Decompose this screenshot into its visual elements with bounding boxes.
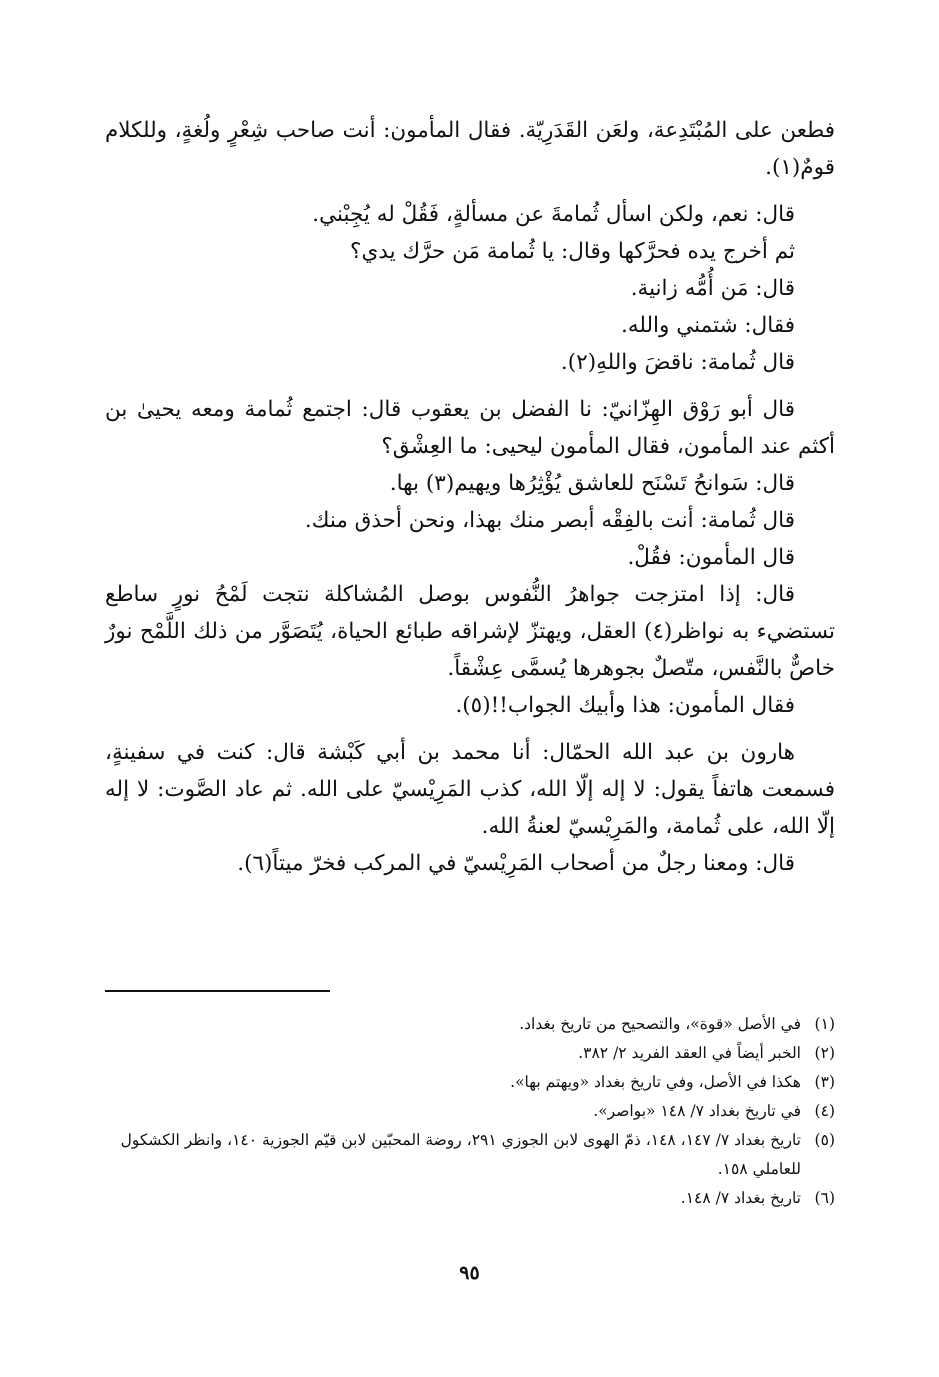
page-number: ٩٥: [459, 1262, 480, 1284]
paragraph: قال المأمون: فقُلْ.: [627, 545, 795, 570]
footnote-text: في الأصل «قوة»، والتصحيح من تاريخ بغداد.: [519, 1015, 801, 1033]
paragraph: ثم أخرج يده فحرَّكها وقال: يا ثُمامة مَن حرَّك يدي؟: [350, 239, 795, 264]
footnote: [105, 1184, 835, 1213]
paragraph: قال: ومعنا رجلٌ من أصحاب المَرِيْسيّ في المركب فخرّ ميتاً(٦).: [237, 851, 795, 876]
footnote: [105, 1068, 835, 1097]
footnote: [105, 1010, 835, 1039]
paragraph: قال ثُمامة: ناقضَ واللهِ(٢).: [560, 350, 795, 375]
footnote-text: الخبر أيضاً في العقد الفريد ٢/ ٣٨٢.: [578, 1044, 801, 1062]
footnotes: [105, 1010, 835, 1213]
footnote-text: تاريخ بغداد ٧/ ١٤٨.: [680, 1189, 801, 1207]
paragraph: قال: سَوانحُ تَسْنَح للعاشق يُؤْثِرُها ويهيم(٣) بها.: [389, 471, 795, 496]
footnote-number: (٤): [814, 1102, 835, 1120]
footnote: [105, 1039, 835, 1068]
paragraph: فقال: شتمني والله.: [621, 313, 795, 338]
paragraph: فطعن على المُبْتَدِعة، ولعَن القَدَرِيّة. فقال المأمون: أنت صاحب شِعْرٍ ولُغةٍ، وللكلام قومٌ(١).: [105, 118, 835, 180]
footnote-number: (٣): [814, 1073, 835, 1091]
footnote-text: في تاريخ بغداد ٧/ ١٤٨ «بواصر».: [593, 1102, 801, 1120]
footnote-number: (٢): [814, 1044, 835, 1062]
paragraph: فقال المأمون: هذا وأبيك الجواب!!(٥).: [455, 693, 795, 718]
footnote-number: (٦): [814, 1189, 835, 1207]
footnote-text: تاريخ بغداد ٧/ ١٤٧، ١٤٨، ذمّ الهوى لابن الجوزي ٢٩١، روضة المحبّين لابن قيّم الجوزية ١٤٠، وانظر الكشكول للعاملي ١٥٨.: [120, 1131, 801, 1178]
footnote-text: هكذا في الأصل، وفي تاريخ بغداد «ويهتم بها».: [510, 1073, 801, 1091]
footnote: [105, 1126, 835, 1184]
footnote-divider: [105, 990, 330, 992]
main-text: [105, 112, 835, 882]
footnote-number: (٥): [814, 1131, 835, 1149]
paragraph: قال: مَن أُمُّه زانية.: [630, 276, 795, 301]
paragraph: قال: إذا امتزجت جواهرُ النُّفوس بوصل المُشاكلة نتجت لَمْحُ نورٍ ساطع تستضيء به نواظر(٤) العقل، ويهتزّ لإشراقه طبائع الحياة، يُتَصَوَّر من ذلك اللَّمْح نورٌ خاصٌّ بالنَّفس، متّصلٌ بجوهرها يُسمَّى عِشْقاً.: [105, 582, 835, 681]
paragraph: قال: نعم، ولكن اسأل ثُمامةَ عن مسألةٍ، فَقُلْ له يُجِبْني.: [312, 202, 795, 227]
footnote: [105, 1097, 835, 1126]
paragraph: قال ثُمامة: أنت بالفِقْه أبصر منك بهذا، ونحن أحذق منك.: [304, 508, 795, 533]
paragraph: هارون بن عبد الله الحمّال: أنا محمد بن أبي كَبْشة قال: كنت في سفينةٍ، فسمعت هاتفاً يقول: لا إله إلّا الله، كذب المَرِيْسيّ على الله. ثم عاد الصَّوت: لا إله إلّا الله، على ثُمامة، والمَرِيْسيّ لعنةُ الله.: [105, 740, 835, 839]
paragraph: قال أبو رَوْق الهِزّانيّ: نا الفضل بن يعقوب قال: اجتمع ثُمامة ومعه يحيىٰ بن أكثم عند المأمون، فقال المأمون ليحيى: ما العِشْق؟: [105, 397, 835, 459]
footnote-number: (١): [814, 1015, 835, 1033]
